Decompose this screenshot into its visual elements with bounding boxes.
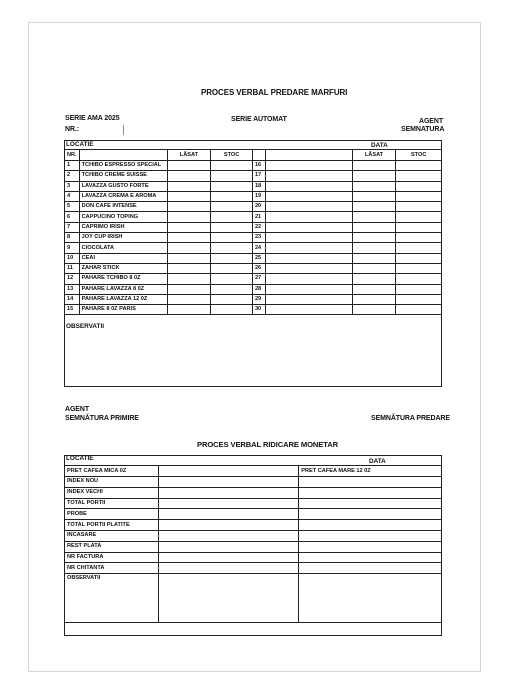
stoc-cell[interactable] <box>211 284 253 294</box>
item-name: PAHARE 8 0Z PARIS <box>79 305 167 315</box>
lasat-cell[interactable] <box>167 202 211 212</box>
item-name: PAHARE LAVAZZA 8 0Z <box>79 284 167 294</box>
monetar-value-cell[interactable] <box>158 563 298 574</box>
data-label: DATA <box>371 142 388 149</box>
locatie2-label: LOCATIE <box>66 455 94 462</box>
item-nr: 27 <box>252 274 265 284</box>
item-nr: 4 <box>65 191 80 201</box>
goods-row <box>65 263 442 273</box>
item-name-cell[interactable] <box>265 202 352 212</box>
stoc-cell[interactable] <box>396 181 442 191</box>
monetar-row-label: REST PLATA <box>65 541 159 552</box>
monetar-row <box>65 509 442 520</box>
lasat-cell[interactable] <box>352 181 396 191</box>
item-nr: 16 <box>252 161 265 171</box>
item-nr: 10 <box>65 253 80 263</box>
monetar-table <box>64 465 442 623</box>
lasat-cell[interactable] <box>167 274 211 284</box>
stoc-header-right: STOC <box>396 150 442 161</box>
monetar-row <box>65 498 442 509</box>
item-nr: 30 <box>252 305 265 315</box>
goods-table <box>64 149 442 315</box>
monetar-row-label: OBSERVATII <box>65 574 159 623</box>
serie-ama-label: SERIE AMA 2025 <box>65 115 120 122</box>
item-name: LAVAZZA CREMA E AROMA <box>79 191 167 201</box>
item-nr: 21 <box>252 212 265 222</box>
goods-row <box>65 181 442 191</box>
monetar-value-cell[interactable] <box>299 477 442 488</box>
monetar-value-cell[interactable] <box>299 552 442 563</box>
monetar-value-cell[interactable] <box>299 530 442 541</box>
monetar-row-label: TOTAL PORTII <box>65 498 159 509</box>
item-name-cell[interactable] <box>265 294 352 304</box>
nr-field[interactable] <box>123 125 125 135</box>
stoc-cell[interactable] <box>396 233 442 243</box>
item-name: CAPPUCINO TOPING <box>79 212 167 222</box>
item-name-cell[interactable] <box>265 243 352 253</box>
lasat-cell[interactable] <box>352 212 396 222</box>
goods-row <box>65 212 442 222</box>
nr-label: NR.: <box>65 126 79 133</box>
serie-automat-label: SERIE AUTOMAT <box>231 116 287 123</box>
lasat-cell[interactable] <box>352 202 396 212</box>
item-nr: 29 <box>252 294 265 304</box>
observatii-label: OBSERVATII <box>66 323 104 330</box>
lasat-cell[interactable] <box>167 284 211 294</box>
lasat-cell[interactable] <box>167 294 211 304</box>
semnatura-primire-label: SEMNĂTURA PRIMIRE <box>65 415 139 422</box>
stoc-cell[interactable] <box>396 284 442 294</box>
stoc-cell[interactable] <box>211 171 253 181</box>
stoc-cell[interactable] <box>211 253 253 263</box>
item-nr: 20 <box>252 202 265 212</box>
lasat-cell[interactable] <box>167 212 211 222</box>
stoc-cell[interactable] <box>396 243 442 253</box>
monetar-value-cell[interactable] <box>299 541 442 552</box>
goods-row <box>65 305 442 315</box>
monetar-value-cell[interactable] <box>158 520 298 531</box>
goods-row <box>65 243 442 253</box>
item-nr: 28 <box>252 284 265 294</box>
lasat-cell[interactable] <box>352 233 396 243</box>
stoc-cell[interactable] <box>211 191 253 201</box>
lasat-cell[interactable] <box>352 222 396 232</box>
item-nr: 1 <box>65 161 80 171</box>
item-name: JOY CUP IRISH <box>79 233 167 243</box>
stoc-cell[interactable] <box>211 161 253 171</box>
item-nr: 11 <box>65 263 80 273</box>
stoc-cell[interactable] <box>211 233 253 243</box>
item-name-cell[interactable] <box>265 233 352 243</box>
item-name-cell[interactable] <box>265 263 352 273</box>
stoc-cell[interactable] <box>396 305 442 315</box>
monetar-row <box>65 487 442 498</box>
goods-row <box>65 222 442 232</box>
pret-mare-label: PRET CAFEA MARE 12 0Z <box>299 466 442 477</box>
lasat-cell[interactable] <box>167 253 211 263</box>
monetar-row-label: TOTAL PORTII PLATITE <box>65 520 159 531</box>
item-name-cell[interactable] <box>265 181 352 191</box>
lasat-cell[interactable] <box>167 181 211 191</box>
stoc-cell[interactable] <box>396 263 442 273</box>
item-name: TCHIBO ESPRESSO SPECIAL <box>79 161 167 171</box>
monetar-value-cell[interactable] <box>158 530 298 541</box>
item-nr: 12 <box>65 274 80 284</box>
lasat-cell[interactable] <box>167 233 211 243</box>
lasat-cell[interactable] <box>352 305 396 315</box>
nr-header: NR. <box>65 150 80 161</box>
monetar-row <box>65 552 442 563</box>
stoc-cell[interactable] <box>396 161 442 171</box>
monetar-row-label: INDEX VECHI <box>65 487 159 498</box>
goods-row <box>65 233 442 243</box>
item-nr: 22 <box>252 222 265 232</box>
goods-row <box>65 284 442 294</box>
lasat-cell[interactable] <box>352 253 396 263</box>
item-nr: 6 <box>65 212 80 222</box>
monetar-row <box>65 477 442 488</box>
item-nr: 24 <box>252 243 265 253</box>
agent-label: AGENT <box>419 118 444 125</box>
item-name-cell[interactable] <box>265 212 352 222</box>
monetar-row <box>65 574 442 623</box>
semnatura-predare-label: SEMNĂTURA PREDARE <box>371 415 450 422</box>
item-name-cell[interactable] <box>265 171 352 181</box>
item-name: CAPRIMO IRISH <box>79 222 167 232</box>
item-name: CIOCOLATA <box>79 243 167 253</box>
item-nr: 5 <box>65 202 80 212</box>
monetar-value-cell[interactable] <box>158 541 298 552</box>
monetar-row-label: NR CHITANTA <box>65 563 159 574</box>
item-name-cell[interactable] <box>265 284 352 294</box>
semnatura-label: SEMNATURA <box>401 126 445 133</box>
item-name-cell[interactable] <box>265 274 352 284</box>
stoc-header-left: STOC <box>211 150 253 161</box>
goods-row <box>65 294 442 304</box>
monetar-value-cell[interactable] <box>158 574 298 623</box>
monetar-row-label: INDEX NOU <box>65 477 159 488</box>
item-name-cell[interactable] <box>265 305 352 315</box>
monetar-value-cell[interactable] <box>299 509 442 520</box>
monetar-value-cell[interactable] <box>299 487 442 498</box>
lasat-cell[interactable] <box>167 305 211 315</box>
item-name: PAHARE LAVAZZA 12 0Z <box>79 294 167 304</box>
item-nr: 3 <box>65 181 80 191</box>
item-name: TCHIBO CREME SUISSE <box>79 171 167 181</box>
lasat-cell[interactable] <box>352 294 396 304</box>
lasat-cell[interactable] <box>167 243 211 253</box>
monetar-value-cell[interactable] <box>299 498 442 509</box>
item-nr: 9 <box>65 243 80 253</box>
goods-row <box>65 274 442 284</box>
item-name-cell[interactable] <box>265 253 352 263</box>
monetar-value-cell[interactable] <box>158 552 298 563</box>
monetar-row-label: NR FACTURA <box>65 552 159 563</box>
stoc-cell[interactable] <box>211 263 253 273</box>
stoc-cell[interactable] <box>211 212 253 222</box>
stoc-cell[interactable] <box>396 171 442 181</box>
stoc-cell[interactable] <box>396 222 442 232</box>
item-nr: 17 <box>252 171 265 181</box>
stoc-cell[interactable] <box>211 181 253 191</box>
lasat-cell[interactable] <box>167 263 211 273</box>
lasat-cell[interactable] <box>167 191 211 201</box>
pret-mica-label: PRET CAFEA MICA 0Z <box>65 466 159 477</box>
stoc-cell[interactable] <box>396 253 442 263</box>
stoc-cell[interactable] <box>396 274 442 284</box>
item-nr: 18 <box>252 181 265 191</box>
goods-row <box>65 161 442 171</box>
stoc-cell[interactable] <box>396 191 442 201</box>
monetar-value-cell[interactable] <box>158 509 298 520</box>
goods-header-row <box>65 150 442 161</box>
stoc-cell[interactable] <box>211 294 253 304</box>
item-nr: 13 <box>65 284 80 294</box>
monetar-row <box>65 520 442 531</box>
stoc-cell[interactable] <box>396 202 442 212</box>
pret-mica-value[interactable] <box>158 466 298 477</box>
item-nr: 7 <box>65 222 80 232</box>
monetar-value-cell[interactable] <box>299 574 442 623</box>
monetar-value-cell[interactable] <box>158 487 298 498</box>
lasat-cell[interactable] <box>352 263 396 273</box>
item-nr: 2 <box>65 171 80 181</box>
item-name-cell[interactable] <box>265 191 352 201</box>
stoc-cell[interactable] <box>396 212 442 222</box>
item-name: DON CAFE INTENSE <box>79 202 167 212</box>
item-name: CEAI <box>79 253 167 263</box>
item-name: ZAHAR STICK <box>79 263 167 273</box>
item-nr: 25 <box>252 253 265 263</box>
stoc-cell[interactable] <box>211 243 253 253</box>
item-name-cell[interactable] <box>265 161 352 171</box>
monetar-row-label: PROBE <box>65 509 159 520</box>
lasat-cell[interactable] <box>352 274 396 284</box>
stoc-cell[interactable] <box>396 294 442 304</box>
item-nr: 14 <box>65 294 80 304</box>
document-page <box>28 22 481 672</box>
stoc-cell[interactable] <box>211 305 253 315</box>
item-nr: 15 <box>65 305 80 315</box>
title-ridicare-monetar: PROCES VERBAL RIDICARE MONETAR <box>197 440 339 449</box>
title-predare-marfuri: PROCES VERBAL PREDARE MARFURI <box>201 88 348 97</box>
lasat-cell[interactable] <box>352 191 396 201</box>
monetar-value-cell[interactable] <box>158 498 298 509</box>
monetar-row <box>65 563 442 574</box>
monetar-row <box>65 541 442 552</box>
lasat-cell[interactable] <box>352 284 396 294</box>
lasat-cell[interactable] <box>352 161 396 171</box>
data2-label: DATA <box>369 458 386 465</box>
item-nr: 23 <box>252 233 265 243</box>
lasat-cell[interactable] <box>352 243 396 253</box>
item-name: PAHARE TCHIBO 8 0Z <box>79 274 167 284</box>
stoc-cell[interactable] <box>211 202 253 212</box>
monetar-value-cell[interactable] <box>299 563 442 574</box>
monetar-row-label: INCASARE <box>65 530 159 541</box>
item-nr: 8 <box>65 233 80 243</box>
item-nr: 26 <box>252 263 265 273</box>
lasat-cell[interactable] <box>167 161 211 171</box>
agent-label-2: AGENT <box>65 406 90 413</box>
stoc-cell[interactable] <box>211 222 253 232</box>
item-nr: 19 <box>252 191 265 201</box>
goods-row <box>65 253 442 263</box>
goods-row <box>65 202 442 212</box>
goods-row <box>65 171 442 181</box>
lasat-cell[interactable] <box>167 171 211 181</box>
pret-row <box>65 466 442 477</box>
lasat-header-right: LĂSAT <box>352 150 396 161</box>
lasat-cell[interactable] <box>352 171 396 181</box>
lasat-header-left: LĂSAT <box>167 150 211 161</box>
monetar-value-cell[interactable] <box>299 520 442 531</box>
monetar-value-cell[interactable] <box>158 477 298 488</box>
stoc-cell[interactable] <box>211 274 253 284</box>
item-name-cell[interactable] <box>265 222 352 232</box>
goods-row <box>65 191 442 201</box>
locatie-label: LOCATIE <box>66 141 94 148</box>
item-name: LAVAZZA GUSTO FORTE <box>79 181 167 191</box>
lasat-cell[interactable] <box>167 222 211 232</box>
monetar-row <box>65 530 442 541</box>
